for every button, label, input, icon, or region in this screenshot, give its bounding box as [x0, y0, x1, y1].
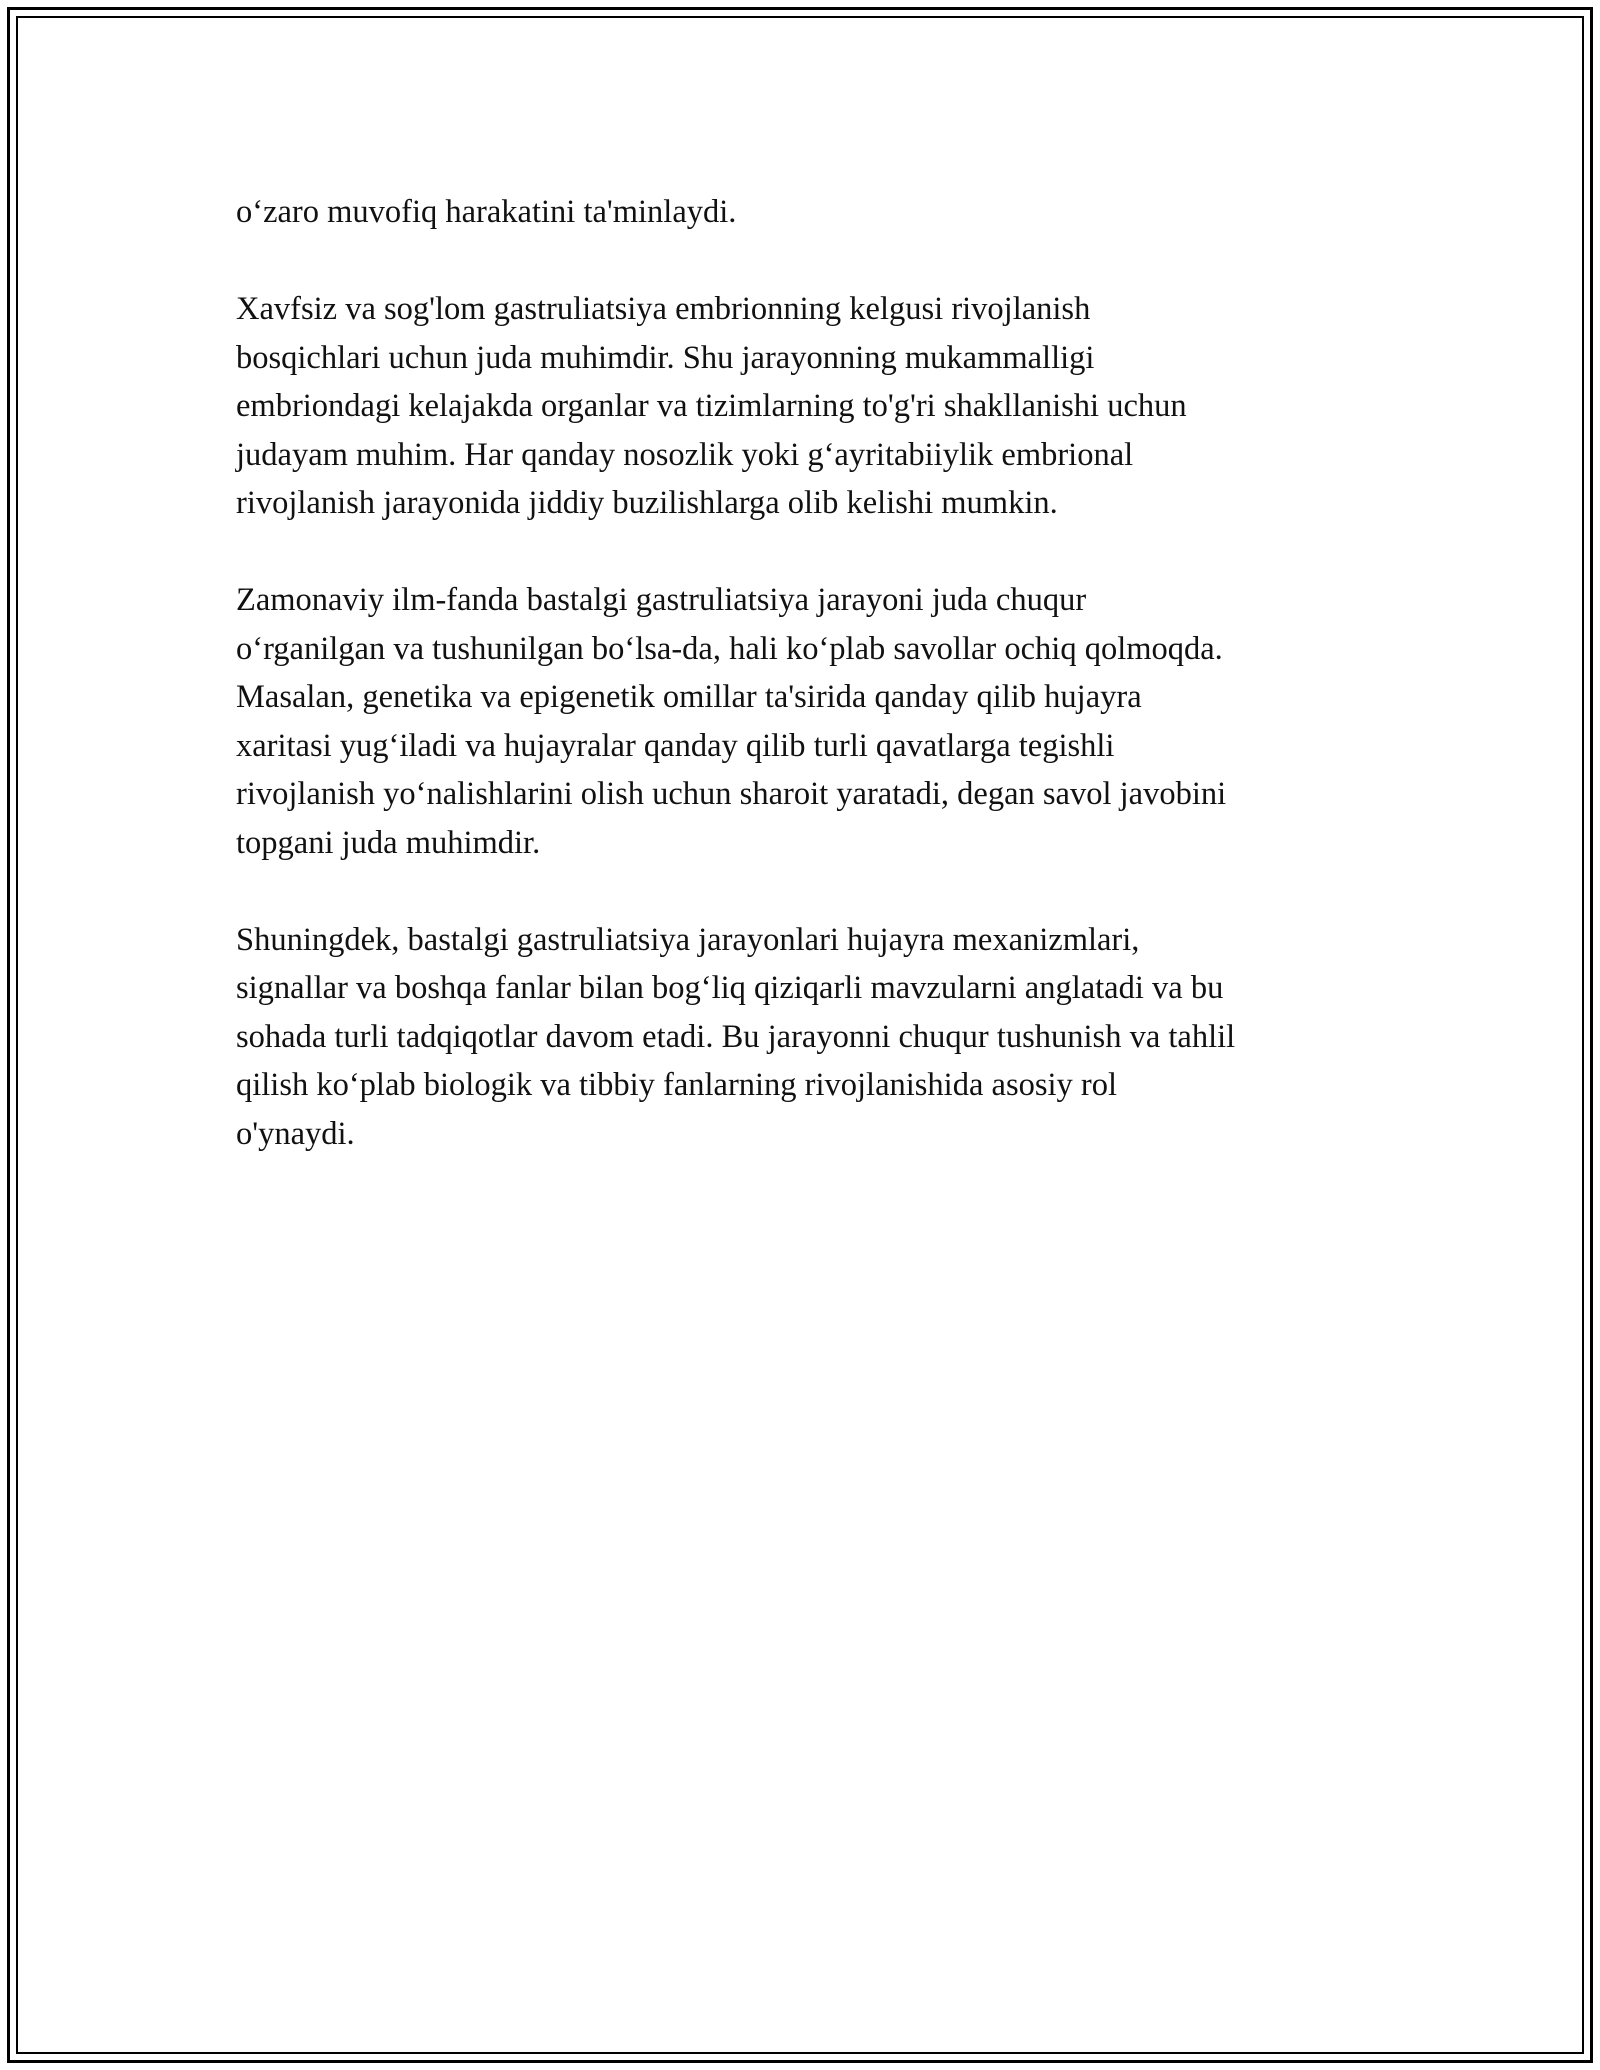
text-line: o‘zaro muvofiq harakatini ta'minlaydi.: [236, 194, 737, 230]
text-line: o'ynaydi.: [236, 1115, 355, 1152]
text-line: qilish ko‘plab biologik va tibbiy fanlarning rivojlanishida asosiy rol: [236, 1067, 1117, 1103]
text-line: signallar va boshqa fanlar bilan bog‘liq qiziqarli mavzularni anglatadi va bu: [236, 970, 1224, 1006]
text-line: sohada turli tadqiqotlar davom etadi. Bu jarayonni chuqur tushunish va tahlil: [236, 1018, 1236, 1055]
text-line: embriondagi kelajakda organlar va tizimlarning to'g'ri shakllanishi uchun: [236, 388, 1187, 424]
text-line: topgani juda muhimdir.: [236, 824, 541, 861]
text-line: xaritasi yug‘iladi va hujayralar qanday qilib turli qavatlarga tegishli: [236, 727, 1115, 764]
text-line: Zamonaviy ilm-fanda bastalgi gastruliatsiya jarayoni juda chuqur: [236, 582, 1087, 618]
text-line: o‘rganilgan va tushunilgan bo‘lsa-da, hali ko‘plab savollar ochiq qolmoqda.: [236, 630, 1223, 667]
text-line: rivojlanish yo‘nalishlarini olish uchun sharoit yaratadi, degan savol javobini: [236, 776, 1227, 812]
paragraph-2: [236, 285, 1376, 528]
text-line: rivojlanish jarayonida jiddiy buzilishlarga olib kelishi mumkin.: [236, 485, 1058, 521]
paragraph-1: [236, 188, 1376, 237]
text-line: Xavfsiz va sog'lom gastruliatsiya embrionning kelgusi rivojlanish: [236, 291, 1091, 327]
text-line: bosqichlari uchun juda muhimdir. Shu jarayonning mukammalligi: [236, 339, 1095, 376]
paragraph-3: [236, 576, 1376, 867]
text-line: Shuningdek, bastalgi gastruliatsiya jarayonlari hujayra mexanizmlari,: [236, 921, 1140, 958]
paragraph-4: [236, 916, 1376, 1159]
text-line: judayam muhim. Har qanday nosozlik yoki g‘ayritabiiylik embrional: [236, 436, 1134, 473]
text-line: Masalan, genetika va epigenetik omillar ta'sirida qanday qilib hujayra: [236, 679, 1142, 715]
document-body: [236, 188, 1376, 1207]
